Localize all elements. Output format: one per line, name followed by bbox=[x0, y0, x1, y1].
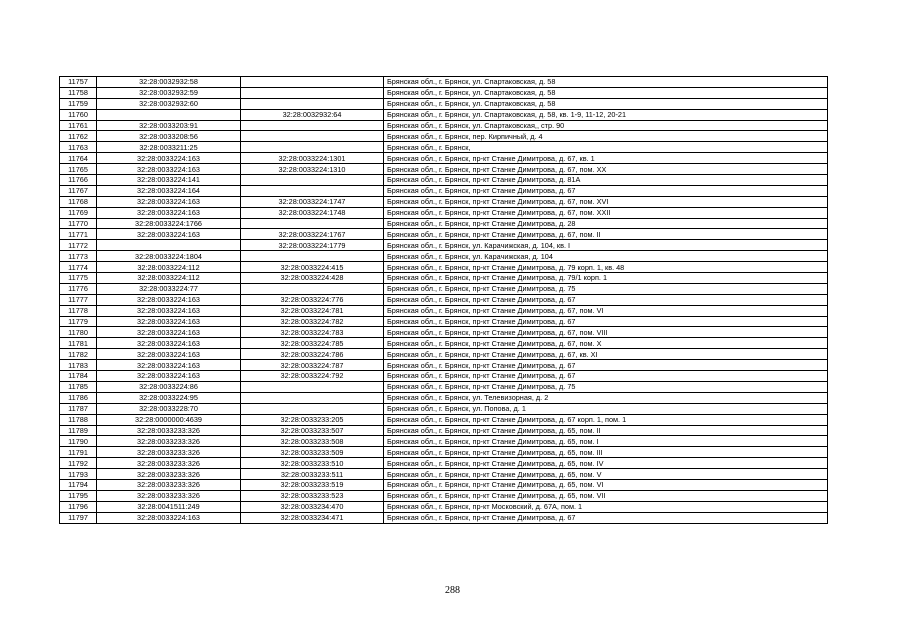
table-row bbox=[60, 196, 828, 207]
object-number-cell bbox=[241, 142, 384, 153]
row-number-cell: 11765 bbox=[60, 164, 97, 175]
parcel-number-cell: 32:28:0033224:163 bbox=[97, 294, 241, 305]
page-number: 288 bbox=[445, 585, 460, 596]
address-cell: Брянская обл., г. Брянск, пр-кт Станке Димитрова, д. 65, пом. V bbox=[384, 469, 828, 480]
object-number-cell: 32:28:0033233:519 bbox=[241, 479, 384, 490]
table-row bbox=[60, 283, 828, 294]
object-number-cell bbox=[241, 403, 384, 414]
object-number-cell bbox=[241, 185, 384, 196]
table-row bbox=[60, 153, 828, 164]
row-number-cell: 11762 bbox=[60, 131, 97, 142]
address-cell: Брянская обл., г. Брянск, пр-кт Станке Димитрова, д. 67 bbox=[384, 185, 828, 196]
parcel-number-cell: 32:28:0033233:326 bbox=[97, 469, 241, 480]
parcel-number-cell: 32:28:0033224:163 bbox=[97, 360, 241, 371]
parcel-number-cell: 32:28:0033233:326 bbox=[97, 436, 241, 447]
object-number-cell: 32:28:0033233:510 bbox=[241, 458, 384, 469]
parcel-number-cell: 32:28:0033208:56 bbox=[97, 131, 241, 142]
parcel-number-cell: 32:28:0033224:164 bbox=[97, 185, 241, 196]
parcel-number-cell: 32:28:0033233:326 bbox=[97, 479, 241, 490]
parcel-number-cell: 32:28:0033224:163 bbox=[97, 196, 241, 207]
row-number-cell: 11781 bbox=[60, 338, 97, 349]
object-number-cell: 32:28:0033224:786 bbox=[241, 349, 384, 360]
address-cell: Брянская обл., г. Брянск, пр-кт Станке Димитрова, д. 65, пом. I bbox=[384, 436, 828, 447]
table-row bbox=[60, 490, 828, 501]
row-number-cell: 11764 bbox=[60, 153, 97, 164]
table-row bbox=[60, 98, 828, 109]
parcel-number-cell: 32:28:0033233:326 bbox=[97, 458, 241, 469]
object-number-cell bbox=[241, 218, 384, 229]
parcel-number-cell: 32:28:0033224:163 bbox=[97, 207, 241, 218]
object-number-cell: 32:28:0033233:511 bbox=[241, 469, 384, 480]
parcel-number-cell: 32:28:0033224:112 bbox=[97, 262, 241, 273]
row-number-cell: 11774 bbox=[60, 262, 97, 273]
address-cell: Брянская обл., г. Брянск, ул. Телевизорная, д. 2 bbox=[384, 392, 828, 403]
table-row bbox=[60, 77, 828, 88]
address-cell: Брянская обл., г. Брянск, ул. Спартаковская, д. 58 bbox=[384, 87, 828, 98]
address-cell: Брянская обл., г. Брянск, пр-кт Станке Димитрова, д. 65, пом. IV bbox=[384, 458, 828, 469]
address-cell: Брянская обл., г. Брянск, пр-кт Станке Димитрова, д. 67 bbox=[384, 316, 828, 327]
parcel-number-cell: 32:28:0000000:4639 bbox=[97, 414, 241, 425]
address-cell: Брянская обл., г. Брянск, пр-кт Станке Димитрова, д. 67 корп. 1, пом. 1 bbox=[384, 414, 828, 425]
address-cell: Брянская обл., г. Брянск, пр-кт Станке Димитрова, д. 79/1 корп. 1 bbox=[384, 273, 828, 284]
object-number-cell: 32:28:0033233:507 bbox=[241, 425, 384, 436]
address-cell: Брянская обл., г. Брянск, пр-кт Станке Димитрова, д. 67, пом. II bbox=[384, 229, 828, 240]
object-number-cell bbox=[241, 98, 384, 109]
row-number-cell: 11794 bbox=[60, 479, 97, 490]
row-number-cell: 11787 bbox=[60, 403, 97, 414]
row-number-cell: 11789 bbox=[60, 425, 97, 436]
table-row bbox=[60, 458, 828, 469]
row-number-cell: 11768 bbox=[60, 196, 97, 207]
table-row bbox=[60, 512, 828, 523]
parcel-number-cell: 32:28:0033233:326 bbox=[97, 447, 241, 458]
object-number-cell bbox=[241, 251, 384, 262]
table-row bbox=[60, 305, 828, 316]
object-number-cell: 32:28:0033224:785 bbox=[241, 338, 384, 349]
parcel-number-cell: 32:28:0033233:326 bbox=[97, 425, 241, 436]
table-row bbox=[60, 109, 828, 120]
parcel-number-cell: 32:28:0033211:25 bbox=[97, 142, 241, 153]
address-cell: Брянская обл., г. Брянск, пр-кт Станке Димитрова, д. 67, кв. XI bbox=[384, 349, 828, 360]
row-number-cell: 11763 bbox=[60, 142, 97, 153]
object-number-cell bbox=[241, 283, 384, 294]
parcel-number-cell: 32:28:0033228:70 bbox=[97, 403, 241, 414]
row-number-cell: 11797 bbox=[60, 512, 97, 523]
row-number-cell: 11782 bbox=[60, 349, 97, 360]
table-row bbox=[60, 120, 828, 131]
object-number-cell: 32:28:0033233:508 bbox=[241, 436, 384, 447]
address-cell: Брянская обл., г. Брянск, ул. Карачижская, д. 104, кв. I bbox=[384, 240, 828, 251]
table-row bbox=[60, 327, 828, 338]
table-row bbox=[60, 479, 828, 490]
table-row bbox=[60, 131, 828, 142]
row-number-cell: 11792 bbox=[60, 458, 97, 469]
parcel-number-cell: 32:28:0033233:326 bbox=[97, 490, 241, 501]
table-row bbox=[60, 142, 828, 153]
object-number-cell bbox=[241, 381, 384, 392]
parcel-number-cell: 32:28:0032932:58 bbox=[97, 77, 241, 88]
parcel-number-cell: 32:28:0033224:163 bbox=[97, 338, 241, 349]
parcel-number-cell: 32:28:0033224:77 bbox=[97, 283, 241, 294]
object-number-cell: 32:28:0033224:781 bbox=[241, 305, 384, 316]
address-cell: Брянская обл., г. Брянск, пр-кт Станке Димитрова, д. 67, кв. 1 bbox=[384, 153, 828, 164]
parcel-number-cell: 32:28:0033224:163 bbox=[97, 316, 241, 327]
parcel-number-cell: 32:28:0032932:60 bbox=[97, 98, 241, 109]
row-number-cell: 11783 bbox=[60, 360, 97, 371]
row-number-cell: 11761 bbox=[60, 120, 97, 131]
object-number-cell: 32:28:0033234:471 bbox=[241, 512, 384, 523]
address-cell: Брянская обл., г. Брянск, ул. Спартаковская, д. 58, кв. 1-9, 11-12, 20-21 bbox=[384, 109, 828, 120]
row-number-cell: 11760 bbox=[60, 109, 97, 120]
table-row bbox=[60, 392, 828, 403]
table-row bbox=[60, 338, 828, 349]
row-number-cell: 11769 bbox=[60, 207, 97, 218]
row-number-cell: 11775 bbox=[60, 273, 97, 284]
table-row bbox=[60, 185, 828, 196]
object-number-cell bbox=[241, 392, 384, 403]
address-cell: Брянская обл., г. Брянск, пр-кт Станке Димитрова, д. 67 bbox=[384, 360, 828, 371]
row-number-cell: 11773 bbox=[60, 251, 97, 262]
address-cell: Брянская обл., г. Брянск, пр-кт Станке Димитрова, д. 28 bbox=[384, 218, 828, 229]
row-number-cell: 11780 bbox=[60, 327, 97, 338]
row-number-cell: 11777 bbox=[60, 294, 97, 305]
table-body bbox=[60, 77, 828, 524]
object-number-cell: 32:28:0032932:64 bbox=[241, 109, 384, 120]
object-number-cell: 32:28:0033224:1310 bbox=[241, 164, 384, 175]
parcel-number-cell: 32:28:0033224:163 bbox=[97, 327, 241, 338]
row-number-cell: 11796 bbox=[60, 501, 97, 512]
object-number-cell bbox=[241, 175, 384, 186]
row-number-cell: 11776 bbox=[60, 283, 97, 294]
address-cell: Брянская обл., г. Брянск, пр-кт Станке Димитрова, д. 67, пом. XVI bbox=[384, 196, 828, 207]
table-row bbox=[60, 273, 828, 284]
address-cell: Брянская обл., г. Брянск, ул. Спартаковская,, стр. 90 bbox=[384, 120, 828, 131]
address-cell: Брянская обл., г. Брянск, ул. Спартаковская, д. 58 bbox=[384, 77, 828, 88]
object-number-cell: 32:28:0033224:783 bbox=[241, 327, 384, 338]
cadastral-table bbox=[59, 76, 828, 524]
address-cell: Брянская обл., г. Брянск, пр-кт Станке Димитрова, д. 67, пом. X bbox=[384, 338, 828, 349]
object-number-cell bbox=[241, 120, 384, 131]
address-cell: Брянская обл., г. Брянск, bbox=[384, 142, 828, 153]
address-cell: Брянская обл., г. Брянск, пр-кт Станке Димитрова, д. 75 bbox=[384, 381, 828, 392]
address-cell: Брянская обл., г. Брянск, пр-кт Станке Димитрова, д. 65, пом. VII bbox=[384, 490, 828, 501]
parcel-number-cell: 32:28:0032932:59 bbox=[97, 87, 241, 98]
object-number-cell: 32:28:0033224:1767 bbox=[241, 229, 384, 240]
address-cell: Брянская обл., г. Брянск, пер. Кирпичный, д. 4 bbox=[384, 131, 828, 142]
object-number-cell: 32:28:0033233:523 bbox=[241, 490, 384, 501]
table-row bbox=[60, 316, 828, 327]
row-number-cell: 11758 bbox=[60, 87, 97, 98]
address-cell: Брянская обл., г. Брянск, пр-кт Станке Димитрова, д. 65, пом. II bbox=[384, 425, 828, 436]
table-row bbox=[60, 175, 828, 186]
table-row bbox=[60, 294, 828, 305]
address-cell: Брянская обл., г. Брянск, пр-кт Станке Димитрова, д. 79 корп. 1, кв. 48 bbox=[384, 262, 828, 273]
object-number-cell bbox=[241, 131, 384, 142]
address-cell: Брянская обл., г. Брянск, пр-кт Станке Димитрова, д. 65, пом. VI bbox=[384, 479, 828, 490]
parcel-number-cell: 32:28:0033224:95 bbox=[97, 392, 241, 403]
object-number-cell: 32:28:0033224:792 bbox=[241, 371, 384, 382]
address-cell: Брянская обл., г. Брянск, пр-кт Станке Димитрова, д. 67, пом. XX bbox=[384, 164, 828, 175]
table-row bbox=[60, 262, 828, 273]
parcel-number-cell: 32:28:0033203:91 bbox=[97, 120, 241, 131]
parcel-number-cell: 32:28:0033224:86 bbox=[97, 381, 241, 392]
row-number-cell: 11791 bbox=[60, 447, 97, 458]
table-row bbox=[60, 371, 828, 382]
object-number-cell: 32:28:0033224:782 bbox=[241, 316, 384, 327]
parcel-number-cell: 32:28:0041511:249 bbox=[97, 501, 241, 512]
parcel-number-cell: 32:28:0033224:1766 bbox=[97, 218, 241, 229]
row-number-cell: 11788 bbox=[60, 414, 97, 425]
object-number-cell bbox=[241, 87, 384, 98]
object-number-cell: 32:28:0033233:509 bbox=[241, 447, 384, 458]
table-row bbox=[60, 218, 828, 229]
table-row bbox=[60, 447, 828, 458]
row-number-cell: 11771 bbox=[60, 229, 97, 240]
parcel-number-cell bbox=[97, 240, 241, 251]
object-number-cell: 32:28:0033234:470 bbox=[241, 501, 384, 512]
row-number-cell: 11778 bbox=[60, 305, 97, 316]
address-cell: Брянская обл., г. Брянск, пр-кт Московский, д. 67А, пом. 1 bbox=[384, 501, 828, 512]
row-number-cell: 11784 bbox=[60, 371, 97, 382]
object-number-cell: 32:28:0033224:1779 bbox=[241, 240, 384, 251]
parcel-number-cell: 32:28:0033224:163 bbox=[97, 305, 241, 316]
object-number-cell: 32:28:0033224:1747 bbox=[241, 196, 384, 207]
parcel-number-cell: 32:28:0033224:163 bbox=[97, 349, 241, 360]
object-number-cell: 32:28:0033224:415 bbox=[241, 262, 384, 273]
table-row bbox=[60, 381, 828, 392]
object-number-cell: 32:28:0033224:776 bbox=[241, 294, 384, 305]
address-cell: Брянская обл., г. Брянск, пр-кт Станке Димитрова, д. 67 bbox=[384, 512, 828, 523]
row-number-cell: 11786 bbox=[60, 392, 97, 403]
table-row bbox=[60, 207, 828, 218]
row-number-cell: 11766 bbox=[60, 175, 97, 186]
table-row bbox=[60, 501, 828, 512]
address-cell: Брянская обл., г. Брянск, пр-кт Станке Димитрова, д. 67, пом. VI bbox=[384, 305, 828, 316]
address-cell: Брянская обл., г. Брянск, пр-кт Станке Димитрова, д. 81А bbox=[384, 175, 828, 186]
address-cell: Брянская обл., г. Брянск, пр-кт Станке Димитрова, д. 67 bbox=[384, 294, 828, 305]
object-number-cell: 32:28:0033224:1301 bbox=[241, 153, 384, 164]
parcel-number-cell: 32:28:0033224:141 bbox=[97, 175, 241, 186]
row-number-cell: 11785 bbox=[60, 381, 97, 392]
table-row bbox=[60, 403, 828, 414]
row-number-cell: 11793 bbox=[60, 469, 97, 480]
row-number-cell: 11779 bbox=[60, 316, 97, 327]
table-row bbox=[60, 229, 828, 240]
parcel-number-cell: 32:28:0033224:163 bbox=[97, 512, 241, 523]
address-cell: Брянская обл., г. Брянск, пр-кт Станке Димитрова, д. 75 bbox=[384, 283, 828, 294]
object-number-cell: 32:28:0033224:787 bbox=[241, 360, 384, 371]
address-cell: Брянская обл., г. Брянск, пр-кт Станке Димитрова, д. 67, пом. VIII bbox=[384, 327, 828, 338]
table-row bbox=[60, 425, 828, 436]
address-cell: Брянская обл., г. Брянск, пр-кт Станке Димитрова, д. 65, пом. III bbox=[384, 447, 828, 458]
table-row bbox=[60, 436, 828, 447]
parcel-number-cell: 32:28:0033224:163 bbox=[97, 153, 241, 164]
row-number-cell: 11767 bbox=[60, 185, 97, 196]
parcel-number-cell: 32:28:0033224:163 bbox=[97, 164, 241, 175]
row-number-cell: 11770 bbox=[60, 218, 97, 229]
object-number-cell: 32:28:0033224:428 bbox=[241, 273, 384, 284]
parcel-number-cell bbox=[97, 109, 241, 120]
row-number-cell: 11772 bbox=[60, 240, 97, 251]
parcel-number-cell: 32:28:0033224:1804 bbox=[97, 251, 241, 262]
parcel-number-cell: 32:28:0033224:163 bbox=[97, 229, 241, 240]
address-cell: Брянская обл., г. Брянск, пр-кт Станке Димитрова, д. 67, пом. XXII bbox=[384, 207, 828, 218]
object-number-cell: 32:28:0033224:1748 bbox=[241, 207, 384, 218]
object-number-cell: 32:28:0033233:205 bbox=[241, 414, 384, 425]
table-row bbox=[60, 360, 828, 371]
row-number-cell: 11795 bbox=[60, 490, 97, 501]
parcel-number-cell: 32:28:0033224:163 bbox=[97, 371, 241, 382]
table-row bbox=[60, 164, 828, 175]
parcel-number-cell: 32:28:0033224:112 bbox=[97, 273, 241, 284]
table-row bbox=[60, 349, 828, 360]
address-cell: Брянская обл., г. Брянск, ул. Спартаковская, д. 58 bbox=[384, 98, 828, 109]
row-number-cell: 11790 bbox=[60, 436, 97, 447]
row-number-cell: 11757 bbox=[60, 77, 97, 88]
row-number-cell: 11759 bbox=[60, 98, 97, 109]
table-row bbox=[60, 240, 828, 251]
table-row bbox=[60, 469, 828, 480]
object-number-cell bbox=[241, 77, 384, 88]
table-row bbox=[60, 414, 828, 425]
address-cell: Брянская обл., г. Брянск, пр-кт Станке Димитрова, д. 67 bbox=[384, 371, 828, 382]
address-cell: Брянская обл., г. Брянск, ул. Попова, д. 1 bbox=[384, 403, 828, 414]
table-row bbox=[60, 251, 828, 262]
table-row bbox=[60, 87, 828, 98]
address-cell: Брянская обл., г. Брянск, ул. Карачижская, д. 104 bbox=[384, 251, 828, 262]
